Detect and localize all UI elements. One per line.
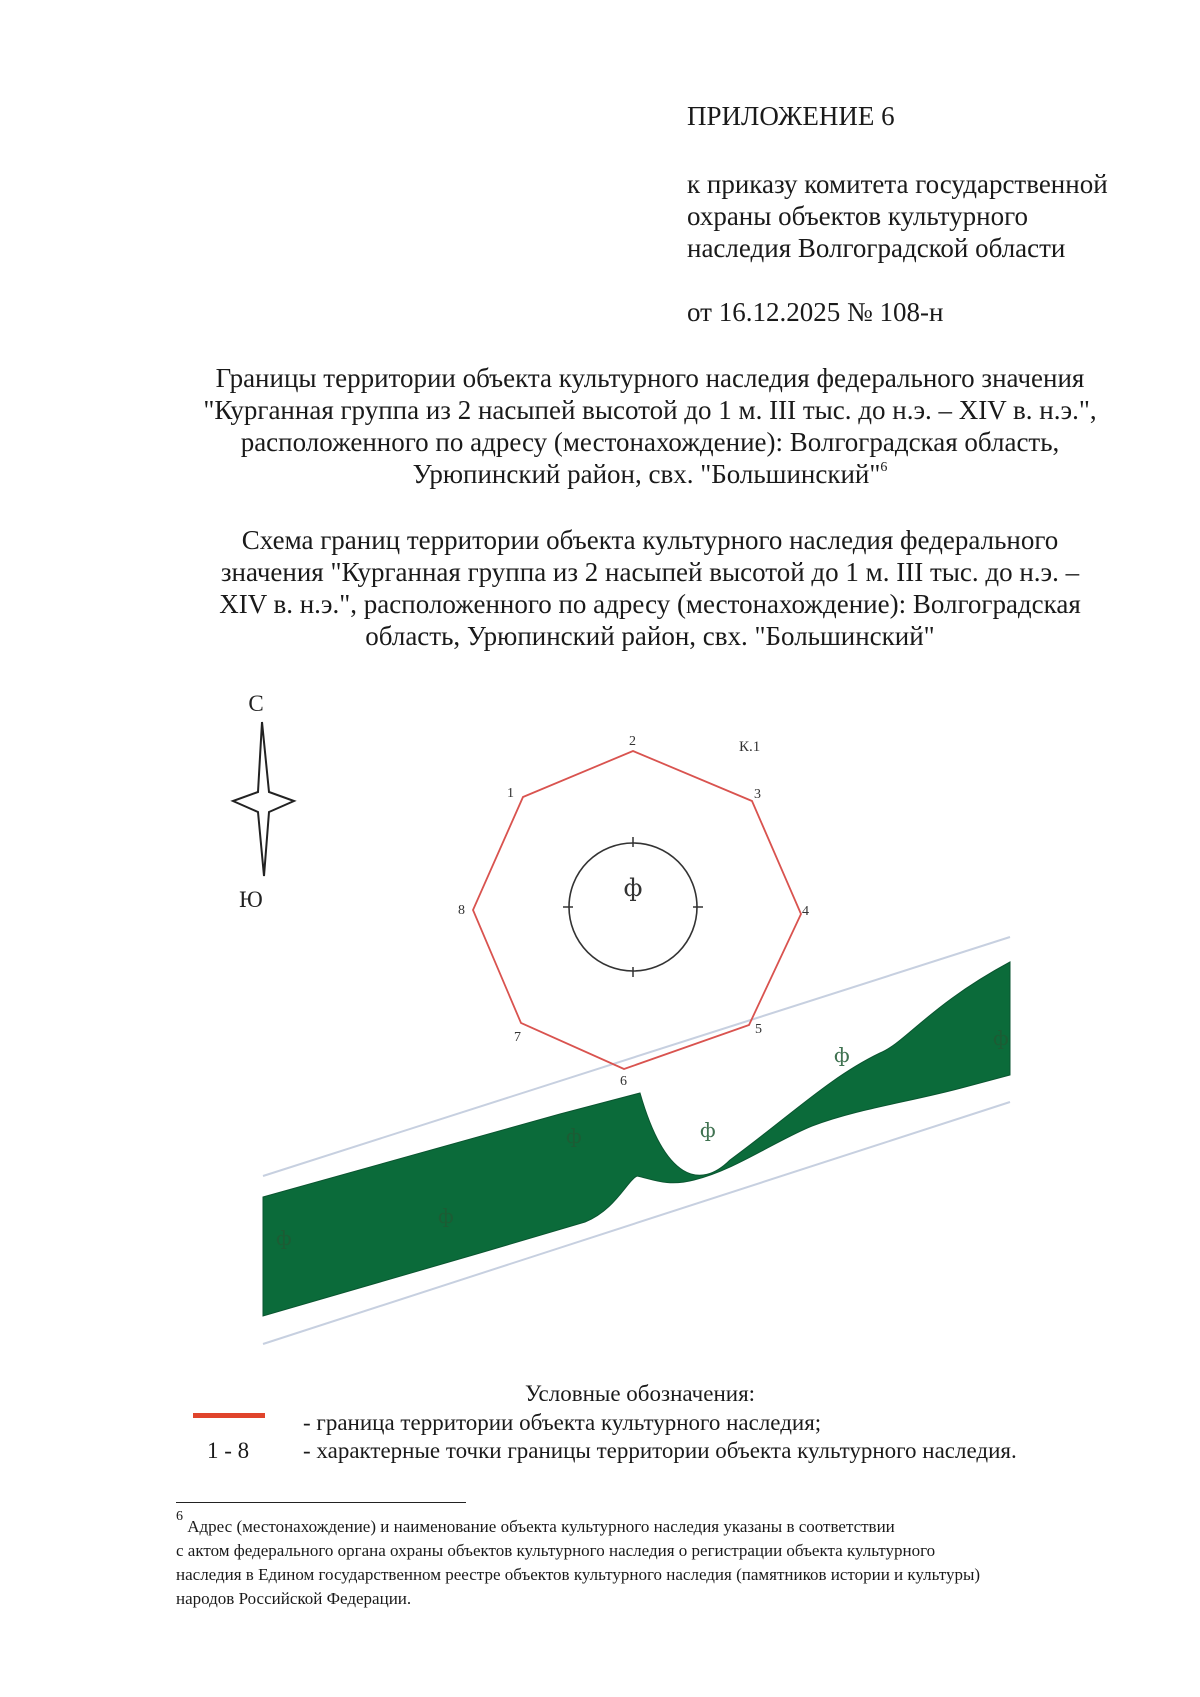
territory-boundary [473,751,801,1069]
scheme-line-2: значения "Курганная группа из 2 насыпей высотой до 1 м. III тыс. до н.э. – [220,557,1080,587]
scheme-line-3: XIV в. н.э.", расположенного по адресу (местонахождение): Волгоградская [219,589,1081,619]
svg-text:ф: ф [623,874,643,902]
compass-north-label: С [248,691,264,716]
footnote-line-1-text: Адрес (местонахождение) и наименование объекта культурного наследия указаны в соответствии [187,1517,895,1536]
compass-icon [233,722,294,876]
forest-symbol: ф [834,1043,850,1067]
title-line-1: Границы территории объекта культурного наследия федерального значения [215,363,1085,393]
point-label-7: 7 [514,1030,521,1045]
point-label-4: 4 [802,904,809,919]
point-label-1: 1 [507,786,514,801]
legend-title: Условные обозначения: [525,1381,756,1406]
order-date-number: от 16.12.2025 № 108-н [687,297,944,327]
footnote-line-4: народов Российской Федерации. [176,1589,412,1608]
forest-symbol: ф [993,1026,1009,1050]
mound-marker [563,837,703,977]
mound-label: К.1 [739,739,761,755]
point-label-8: 8 [458,903,465,918]
order-line-1: к приказу комитета государственной [687,169,1108,199]
forest-symbol: ф [438,1204,454,1228]
footnote-line-2: с актом федерального органа охраны объектов культурного наследия о регистрации объекта культурного [176,1541,936,1560]
appendix-title: ПРИЛОЖЕНИЕ 6 [687,101,895,131]
footnote-separator [176,1502,466,1503]
footnote-ref: 6 [880,460,888,475]
title-line-2: "Курганная группа из 2 насыпей высотой до 1 м. III тыс. до н.э. – XIV в. н.э.", [203,395,1097,425]
point-label-3: 3 [754,787,761,802]
footnote-line-1 [176,1509,1150,1539]
title-line-4-text: Урюпинский район, свх. "Большинский" [412,459,881,489]
forest-symbol: ф [700,1118,716,1142]
legend-points-symbol: 1 - 8 [207,1438,250,1463]
legend-points-text: - характерные точки границы территории объекта культурного наследия. [303,1438,1017,1463]
point-label-6: 6 [620,1074,627,1089]
legend-boundary-text: - граница территории объекта культурного наследия; [303,1410,822,1435]
compass-south-label: Ю [239,887,263,912]
order-line-3: наследия Волгоградской области [687,233,1066,263]
footnote-line-3: наследия в Едином государственном реестре объектов культурного наследия (памятников истории и культуры) [176,1565,981,1584]
scheme-line-1: Схема границ территории объекта культурного наследия федерального [241,525,1059,555]
footnote [176,1509,1150,1611]
title-line-3: расположенного по адресу (местонахождение): Волгоградская область, [240,427,1060,457]
scheme-line-4: область, Урюпинский район, свх. "Большинский" [365,621,935,651]
point-label-5: 5 [755,1022,762,1037]
order-line-2: охраны объектов культурного [687,201,1028,231]
legend-boundary-swatch [193,1413,265,1418]
footnote-number: 6 [176,1509,183,1524]
point-label-2: 2 [629,734,636,749]
forest-symbol: ф [566,1124,582,1148]
forest-symbol: ф [276,1226,292,1250]
